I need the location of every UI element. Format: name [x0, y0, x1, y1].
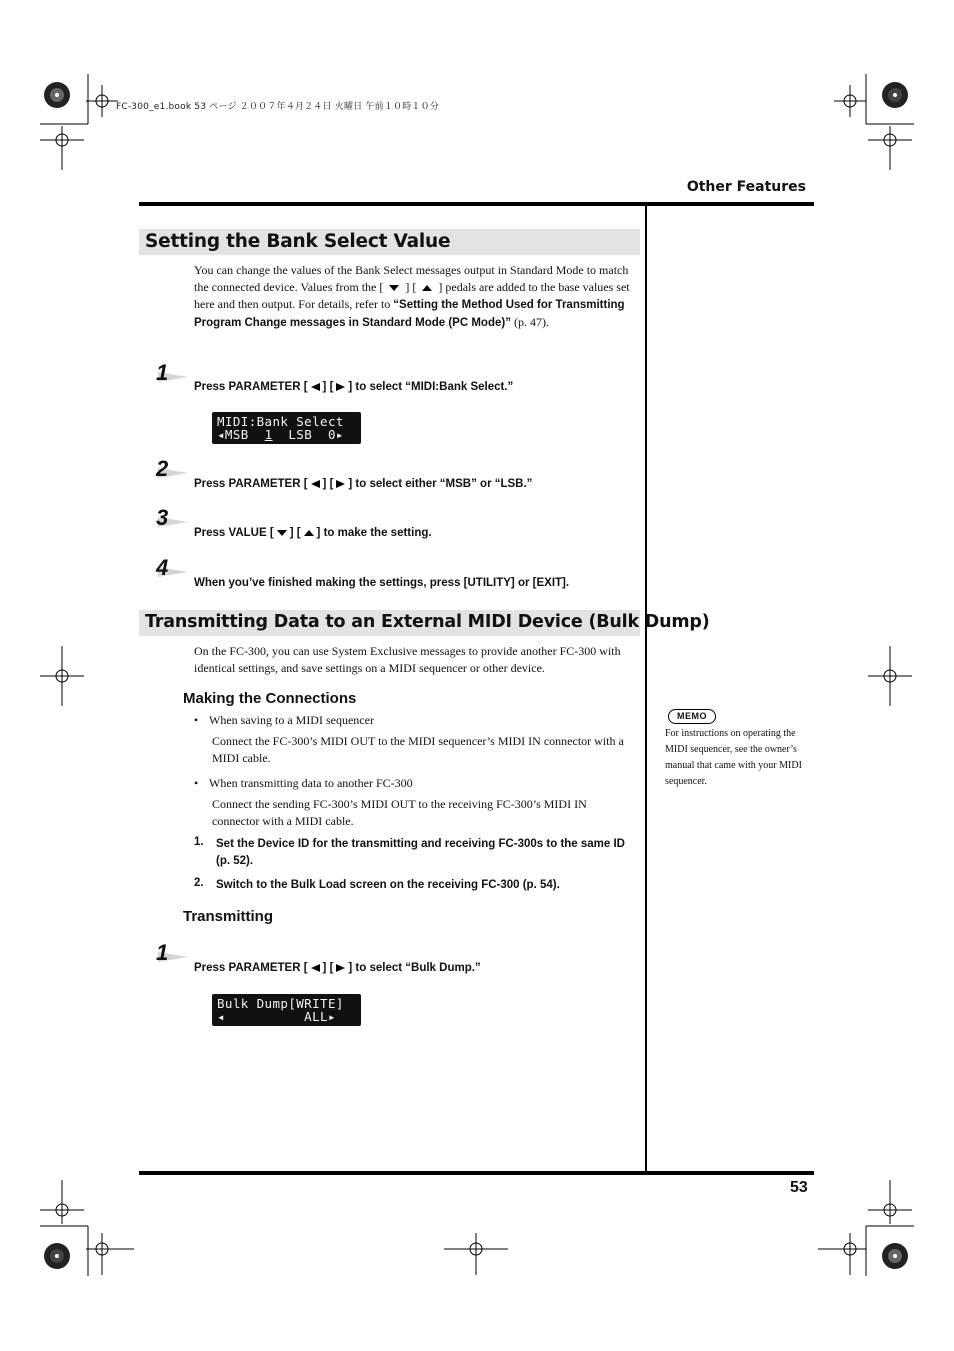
step-instruction: Press VALUE [ ] [ ] to make the setting.: [194, 527, 432, 539]
numbered-label: 1.: [194, 836, 204, 848]
bullet-detail: Connect the sending FC-300’s MIDI OUT to the receiving FC-300’s MIDI IN connector with a MIDI cable.: [212, 797, 587, 828]
pc-mode-reference: “Setting the Method Used for Transmitting Program Change messages in Standard Mode (PC Mode)”: [194, 299, 625, 329]
up-arrow-icon: [303, 529, 315, 537]
memo-text: For instructions on operating the MIDI sequencer, see the owner’s manual that came with your MIDI sequencer.: [665, 728, 802, 787]
right-arrow-icon: [335, 963, 346, 973]
step-number: 2: [154, 460, 194, 482]
down-arrow-icon: [276, 529, 288, 537]
making-connections-heading: Making the Connections: [183, 690, 357, 707]
step-number: 1: [154, 364, 194, 386]
left-arrow-icon: [310, 479, 321, 489]
left-arrow-icon: [310, 963, 321, 973]
page-number: 53: [790, 1179, 808, 1196]
numbered-item: Set the Device ID for the transmitting and receiving FC-300s to the same ID (p. 52).: [216, 838, 625, 867]
section-title-bulk-dump: Transmitting Data to an External MIDI Device (Bulk Dump): [145, 612, 710, 632]
left-arrow-icon: [310, 382, 321, 392]
top-rule: [139, 202, 814, 206]
section-title-bank-select: Setting the Bank Select Value: [145, 231, 451, 252]
right-arrow-icon: [335, 382, 346, 392]
step-instruction: When you’ve finished making the settings, press [UTILITY] or [EXIT].: [194, 577, 570, 589]
bullet-item: • When transmitting data to another FC-300: [209, 776, 413, 791]
step-instruction: Press PARAMETER [ ] [ ] to select either “MSB” or “LSB.”: [194, 478, 533, 490]
bullet-item: • When saving to a MIDI sequencer: [209, 713, 374, 728]
bulk-dump-intro: On the FC-300, you can use System Exclusive messages to provide another FC-300 with identical settings, and save settings on a MIDI sequencer or other device.: [194, 644, 621, 675]
step-instruction: Press PARAMETER [ ] [ ] to select “Bulk Dump.”: [194, 962, 481, 974]
up-arrow-icon: [421, 284, 433, 292]
numbered-label: 2.: [194, 877, 204, 889]
running-head: Other Features: [686, 179, 806, 195]
bank-select-intro: You can change the values of the Bank Select messages output in Standard Mode to match the connected device. Values from the [ ] [ ] pedals are added to the base values set here and then output. For details, refer to “Setting the Method Used for Transmitting Program Change messages in Standard Mode (PC Mode)” (p. 47).: [194, 263, 630, 329]
column-divider: [645, 206, 647, 1171]
numbered-item: Switch to the Bulk Load screen on the receiving FC-300 (p. 54).: [216, 879, 560, 891]
down-arrow-icon: [388, 284, 400, 292]
step-number: 3: [154, 509, 194, 531]
memo-badge: MEMO: [668, 709, 716, 724]
transmitting-heading: Transmitting: [183, 908, 274, 925]
bottom-rule: [139, 1171, 814, 1175]
right-arrow-icon: [335, 479, 346, 489]
lcd-bank-select: MIDI:Bank Select ◂MSB 1 LSB 0▸: [212, 412, 361, 444]
step-number: 4: [154, 559, 194, 581]
step-number: 1: [154, 944, 194, 966]
bullet-detail: Connect the FC-300’s MIDI OUT to the MIDI sequencer’s MIDI IN connector with a MIDI cable.: [212, 734, 624, 765]
lcd-bulk-dump: Bulk Dump[WRITE] ◂ ALL▸: [212, 994, 361, 1026]
file-info-line: FC-300_e1.book 53 ページ ２００７年４月２４日 火曜日 午前１０時１０分: [116, 102, 440, 112]
step-instruction: Press PARAMETER [ ] [ ] to select “MIDI:Bank Select.”: [194, 381, 514, 393]
